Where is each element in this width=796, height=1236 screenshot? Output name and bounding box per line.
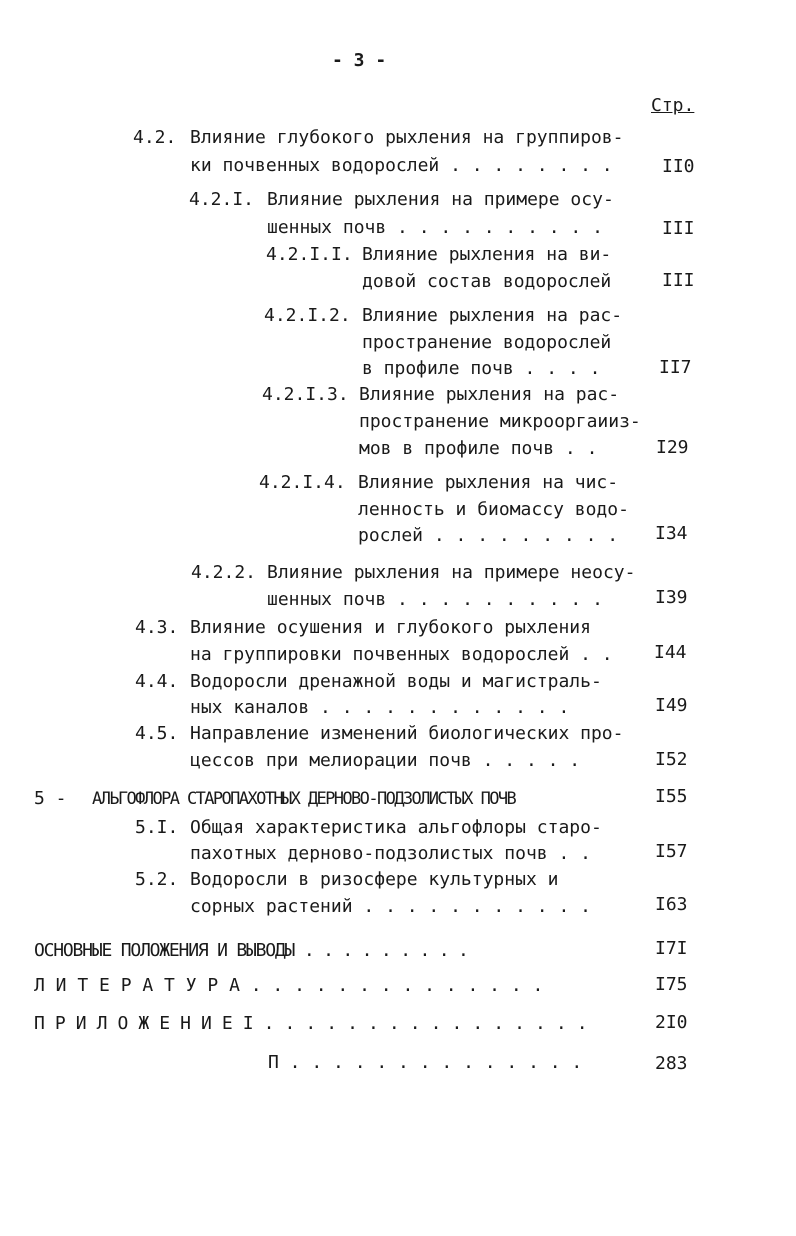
toc-entry-title-line: на группировки почвенных водорослей . . (190, 644, 613, 665)
toc-entry-number: 4.2.I.2. (264, 305, 351, 326)
toc-entry-number: 4.4. (135, 671, 179, 692)
toc-entry-page: I63 (655, 894, 688, 915)
toc-entry-title-line: П . . . . . . . . . . . . . . (268, 1052, 583, 1073)
toc-entry-page: I52 (655, 749, 688, 770)
toc-entry-title-line: ленность и биомассу водо- (358, 499, 629, 520)
toc-entry-page: 283 (655, 1053, 688, 1074)
toc-entry-title-line: рослей . . . . . . . . . (358, 525, 619, 546)
toc-entry-page: I39 (655, 587, 688, 608)
toc-entry-title-line: АЛЬГОФЛОРА СТАРОПАХОТНЫХ ДЕРНОВО-ПОДЗОЛИСТЫХ ПОЧВ (92, 789, 516, 809)
toc-entry-title-line: шенных почв . . . . . . . . . . (267, 589, 603, 610)
toc-entry-title-line: Влияние рыхления на примере неосу- (267, 562, 636, 583)
toc-entry-number: 4.2.2. (191, 562, 257, 583)
toc-entry-page: I44 (654, 642, 687, 663)
toc-entry-title-line: Влияние глубокого рыхления на группиров- (190, 127, 624, 148)
toc-entry-number: 4.2. (133, 127, 177, 148)
toc-entry-title-line: цессов при мелиорации почв . . . . . (190, 750, 581, 771)
page-column-label: Стр. (651, 95, 695, 116)
toc-entry-title-line: сорных растений . . . . . . . . . . . (190, 896, 591, 917)
toc-entry-number: 5 - (34, 788, 67, 809)
toc-entry-number: 4.2.I. (189, 189, 255, 210)
toc-entry-page: I55 (655, 786, 688, 807)
toc-entry-title-line: ных каналов . . . . . . . . . . . . (190, 697, 570, 718)
toc-entry-number: 4.5. (135, 723, 179, 744)
toc-entry-page: I34 (655, 523, 688, 544)
toc-entry-number: 5.2. (135, 869, 179, 890)
toc-entry-page: III (662, 218, 695, 239)
toc-entry-title-line: ки почвенных водорослей . . . . . . . . (190, 155, 613, 176)
toc-entry-title-line: Л И Т Е Р А Т У Р А . . . . . . . . . . . . . . (34, 975, 544, 996)
toc-entry-page: I29 (656, 437, 689, 458)
toc-entry-page: I57 (655, 841, 688, 862)
toc-entry-title-line: Влияние осушения и глубокого рыхления (190, 617, 591, 638)
toc-entry-title-line: Направление изменений биологических про- (190, 723, 624, 744)
toc-entry-title-line: пространение водорослей (362, 332, 612, 353)
toc-entry-number: 4.2.I.4. (259, 472, 346, 493)
toc-entry-title-line: пахотных дерново-подзолистых почв . . (190, 843, 591, 864)
toc-entry-page: I7I (655, 938, 688, 959)
toc-entry-number: 5.I. (135, 817, 179, 838)
toc-entry-title-line: П Р И Л О Ж Е Н И Е I . . . . . . . . . . . . . . . . (34, 1013, 588, 1034)
toc-entry-title-line: довой состав водорослей (362, 271, 612, 292)
toc-entry-number: 4.3. (135, 617, 179, 638)
toc-entry-title-line: ОСНОВНЫЕ ПОЛОЖЕНИЯ И ВЫВОДЫ . . . . . . . . . (34, 940, 468, 961)
toc-entry-title-line: Общая характеристика альгофлоры старо- (190, 817, 602, 838)
toc-entry-page: III (662, 270, 695, 291)
toc-entry-title-line: в профиле почв . . . . (362, 358, 601, 379)
toc-entry-page: II0 (662, 156, 695, 177)
toc-entry-title-line: Водоросли в ризосфере культурных и (190, 869, 559, 890)
toc-entry-title-line: мов в профиле почв . . (359, 438, 598, 459)
page-number-marker: - 3 - (332, 50, 387, 71)
toc-entry-title-line: Влияние рыхления на чис- (358, 472, 619, 493)
toc-entry-title-line: Влияние рыхления на рас- (359, 384, 620, 405)
toc-entry-title-line: Влияние рыхления на ви- (362, 244, 612, 265)
toc-entry-title-line: шенных почв . . . . . . . . . . (267, 217, 603, 238)
toc-entry-page: II7 (659, 357, 692, 378)
toc-entry-title-line: Водоросли дренажной воды и магистраль- (190, 671, 602, 692)
toc-entry-page: I49 (655, 695, 688, 716)
toc-entry-title-line: Влияние рыхления на примере осу- (267, 189, 614, 210)
toc-entry-page: I75 (655, 974, 688, 995)
toc-entry-number: 4.2.I.3. (262, 384, 349, 405)
toc-entry-page: 2I0 (655, 1012, 688, 1033)
toc-entry-title-line: пространение микрооргаииз- (359, 411, 641, 432)
toc-entry-title-line: Влияние рыхления на рас- (362, 305, 623, 326)
toc-entry-number: 4.2.I.I. (266, 244, 353, 265)
